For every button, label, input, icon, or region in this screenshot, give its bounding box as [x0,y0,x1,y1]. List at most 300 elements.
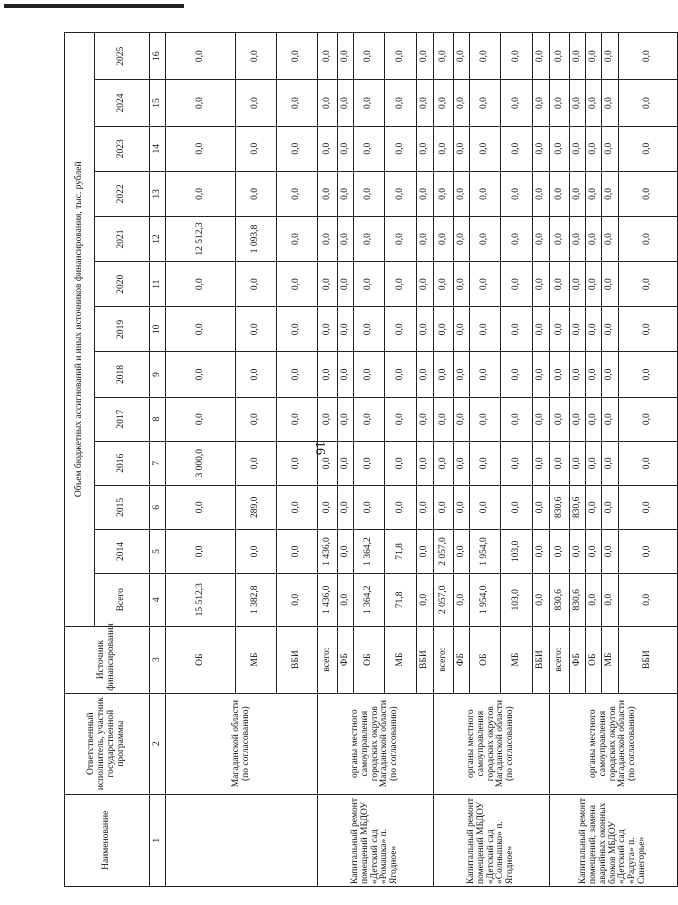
amount-cell: 0,0 [570,216,586,261]
header-source: Источник финансирования [65,626,150,693]
column-number: 16 [150,33,166,80]
amount-cell: 0,0 [338,397,354,441]
amount-cell: 0,0 [417,126,434,171]
financing-table [64,32,678,887]
amount-cell: 0,0 [602,485,619,529]
amount-cell: 1 364,2 [354,574,385,627]
amount-cell: 0,0 [454,529,470,573]
amount-cell: 0,0 [354,485,385,529]
financing-source: всего: [550,626,570,693]
amount-cell: 0,0 [570,352,586,397]
amount-cell: 0,0 [354,352,385,397]
amount-cell: 0,0 [417,485,434,529]
amount-cell: 0,0 [385,441,417,485]
amount-cell: 0,0 [602,171,619,216]
financing-source: ОБ [470,626,501,693]
amount-cell: 0,0 [417,352,434,397]
amount-cell: 0,0 [385,33,417,80]
amount-cell: 0,0 [434,33,454,80]
table-row [434,33,454,887]
amount-cell: 0,0 [385,307,417,352]
amount-cell: 0,0 [550,126,570,171]
amount-cell: 0,0 [570,397,586,441]
amount-cell: 0,0 [277,262,318,307]
financing-source: МБ [602,626,619,693]
amount-cell: 0,0 [570,262,586,307]
amount-cell: 0,0 [277,80,318,126]
amount-cell: 1 954,0 [470,529,501,573]
amount-cell: 103,0 [501,529,533,573]
amount-cell: 0,0 [586,33,602,80]
amount-cell: 0,0 [586,574,602,627]
amount-cell: 0,0 [454,397,470,441]
financing-source: ОБ [354,626,385,693]
amount-cell: 0,0 [533,80,550,126]
amount-cell: 15 512,3 [166,574,236,627]
amount-cell: 0,0 [454,352,470,397]
amount-cell: 0,0 [533,441,550,485]
amount-cell: 0,0 [417,171,434,216]
column-number: 4 [150,574,166,627]
amount-cell: 0,0 [454,126,470,171]
amount-cell: 830,6 [550,574,570,627]
amount-cell: 0,0 [454,307,470,352]
amount-cell: 0,0 [586,126,602,171]
header-year: 2022 [95,171,150,216]
amount-cell: 0,0 [277,307,318,352]
table-row [318,33,338,887]
amount-cell: 0,0 [318,352,338,397]
amount-cell: 0,0 [533,33,550,80]
amount-cell: 0,0 [385,171,417,216]
amount-cell: 0,0 [501,441,533,485]
column-number: 1 [150,794,166,886]
column-number: 6 [150,485,166,529]
amount-cell: 0,0 [501,126,533,171]
header-name: Наименование [65,794,150,886]
amount-cell: 0,0 [354,262,385,307]
amount-cell: 0,0 [385,485,417,529]
amount-cell: 0,0 [166,126,236,171]
amount-cell: 0,0 [454,485,470,529]
amount-cell: 0,0 [318,33,338,80]
amount-cell: 0,0 [166,485,236,529]
amount-cell: 0,0 [586,262,602,307]
financing-source: ВБИ [533,626,550,693]
amount-cell: 0,0 [619,441,678,485]
amount-cell: 0,0 [586,171,602,216]
amount-cell: 0,0 [417,574,434,627]
header-year: 2020 [95,262,150,307]
top-rule [4,4,184,8]
header-year: 2014 [95,529,150,573]
column-number: 15 [150,80,166,126]
amount-cell: 0,0 [385,216,417,261]
amount-cell: 0,0 [338,80,354,126]
amount-cell: 0,0 [454,33,470,80]
amount-cell: 0,0 [385,397,417,441]
amount-cell: 0,0 [277,397,318,441]
amount-cell: 0,0 [550,171,570,216]
amount-cell: 0,0 [236,80,277,126]
amount-cell: 0,0 [277,441,318,485]
column-number: 5 [150,529,166,573]
amount-cell: 0,0 [602,80,619,126]
financing-source: всего: [434,626,454,693]
amount-cell: 0,0 [501,485,533,529]
amount-cell: 0,0 [586,307,602,352]
header-year: 2023 [95,126,150,171]
amount-cell: 0,0 [454,441,470,485]
amount-cell: 0,0 [550,216,570,261]
amount-cell: 0,0 [318,262,338,307]
column-number: 10 [150,307,166,352]
amount-cell: 1 436,0 [318,574,338,627]
amount-cell: 0,0 [318,307,338,352]
amount-cell: 0,0 [338,485,354,529]
amount-cell: 0,0 [470,33,501,80]
amount-cell: 0,0 [354,33,385,80]
table-row [166,33,236,887]
amount-cell: 0,0 [619,33,678,80]
amount-cell: 0,0 [570,33,586,80]
amount-cell: 2 057,0 [434,529,454,573]
amount-cell: 0,0 [619,397,678,441]
amount-cell: 0,0 [550,397,570,441]
amount-cell: 0,0 [166,307,236,352]
amount-cell: 0,0 [318,441,338,485]
amount-cell: 0,0 [470,80,501,126]
rotated-table-container [64,32,653,887]
amount-cell: 0,0 [417,262,434,307]
amount-cell: 0,0 [354,307,385,352]
financing-source: всего: [318,626,338,693]
amount-cell: 0,0 [501,216,533,261]
header-volume: Объем бюджетных ассигнований и иных источников финансирования, тыс. рублей [65,33,95,627]
header-year: 2024 [95,80,150,126]
amount-cell: 0,0 [533,574,550,627]
amount-cell: 0,0 [338,262,354,307]
financing-source: ФБ [570,626,586,693]
amount-cell: 0,0 [236,307,277,352]
amount-cell: 0,0 [586,397,602,441]
amount-cell: 0,0 [602,307,619,352]
page-number: 16 [312,441,327,455]
header-year: 2015 [95,485,150,529]
amount-cell: 0,0 [619,307,678,352]
amount-cell: 0,0 [619,262,678,307]
amount-cell: 0,0 [470,485,501,529]
amount-cell: 0,0 [501,262,533,307]
amount-cell: 0,0 [550,33,570,80]
column-number: 3 [150,626,166,693]
amount-cell: 0,0 [501,307,533,352]
amount-cell: 0,0 [354,80,385,126]
amount-cell: 0,0 [586,529,602,573]
amount-cell: 1 436,0 [318,529,338,573]
amount-cell: 0,0 [586,216,602,261]
amount-cell: 0,0 [338,171,354,216]
item-name [166,794,318,886]
header-year: 2016 [95,441,150,485]
amount-cell: 0,0 [533,485,550,529]
amount-cell: 0,0 [236,397,277,441]
amount-cell: 0,0 [166,397,236,441]
amount-cell: 0,0 [454,171,470,216]
amount-cell: 0,0 [318,80,338,126]
amount-cell: 0,0 [550,529,570,573]
amount-cell: 0,0 [454,216,470,261]
amount-cell: 1 954,0 [470,574,501,627]
amount-cell: 0,0 [501,397,533,441]
amount-cell: 0,0 [277,574,318,627]
amount-cell: 0,0 [470,307,501,352]
amount-cell: 0,0 [602,126,619,171]
amount-cell: 0,0 [236,529,277,573]
amount-cell: 0,0 [236,441,277,485]
amount-cell: 0,0 [434,126,454,171]
amount-cell: 0,0 [470,262,501,307]
amount-cell: 0,0 [417,80,434,126]
amount-cell: 0,0 [417,441,434,485]
amount-cell: 71,8 [385,529,417,573]
header-year: 2018 [95,352,150,397]
amount-cell: 0,0 [602,529,619,573]
amount-cell: 0,0 [586,441,602,485]
amount-cell: 0,0 [434,171,454,216]
column-number: 12 [150,216,166,261]
amount-cell: 0,0 [338,352,354,397]
amount-cell: 0,0 [470,441,501,485]
amount-cell: 0,0 [570,171,586,216]
item-name: Капитальный ремонт помещений, замена аварийных оконных блоков МБДОУ «Детский сад «Радуга» п. Синегорье» [550,794,678,886]
amount-cell: 0,0 [338,33,354,80]
table-body [65,33,678,887]
amount-cell: 3 000,0 [166,441,236,485]
header-executor: Ответственный исполнитель, участник государственной программы [65,693,150,794]
amount-cell: 0,0 [434,485,454,529]
amount-cell: 0,0 [550,262,570,307]
amount-cell: 0,0 [277,529,318,573]
amount-cell: 0,0 [619,216,678,261]
amount-cell: 0,0 [236,352,277,397]
amount-cell: 0,0 [501,33,533,80]
amount-cell: 0,0 [166,33,236,80]
amount-cell: 0,0 [166,171,236,216]
amount-cell: 0,0 [602,216,619,261]
amount-cell: 0,0 [533,307,550,352]
amount-cell: 0,0 [619,574,678,627]
amount-cell: 0,0 [338,126,354,171]
item-executor: органы местного самоуправления городских округов Магаданской области (по согласованию) [434,693,550,794]
amount-cell: 0,0 [602,352,619,397]
amount-cell: 0,0 [602,262,619,307]
amount-cell: 0,0 [166,529,236,573]
amount-cell: 0,0 [619,352,678,397]
amount-cell: 0,0 [550,307,570,352]
amount-cell: 0,0 [385,126,417,171]
amount-cell: 1 382,8 [236,574,277,627]
amount-cell: 0,0 [236,33,277,80]
amount-cell: 0,0 [619,529,678,573]
amount-cell: 0,0 [533,171,550,216]
amount-cell: 0,0 [470,171,501,216]
item-executor: Магаданской области (по согласованию) [166,693,318,794]
amount-cell: 0,0 [277,33,318,80]
amount-cell: 0,0 [470,352,501,397]
financing-source: ВБИ [619,626,678,693]
amount-cell: 0,0 [236,262,277,307]
column-number: 13 [150,171,166,216]
amount-cell: 0,0 [338,529,354,573]
financing-source: ВБИ [417,626,434,693]
amount-cell: 0,0 [434,216,454,261]
amount-cell: 1 093,8 [236,216,277,261]
amount-cell: 0,0 [417,529,434,573]
amount-cell: 0,0 [354,216,385,261]
amount-cell: 2 057,0 [434,574,454,627]
amount-cell: 830,6 [550,485,570,529]
amount-cell: 0,0 [434,352,454,397]
amount-cell: 0,0 [570,529,586,573]
amount-cell: 0,0 [385,352,417,397]
amount-cell: 0,0 [338,574,354,627]
amount-cell: 0,0 [602,441,619,485]
amount-cell: 0,0 [277,485,318,529]
amount-cell: 0,0 [166,262,236,307]
amount-cell: 0,0 [338,307,354,352]
amount-cell: 0,0 [318,485,338,529]
amount-cell: 0,0 [277,171,318,216]
amount-cell: 1 364,2 [354,529,385,573]
amount-cell: 0,0 [619,80,678,126]
amount-cell: 0,0 [550,352,570,397]
header-year: 2019 [95,307,150,352]
amount-cell: 12 512,3 [166,216,236,261]
amount-cell: 0,0 [454,262,470,307]
amount-cell: 0,0 [586,80,602,126]
amount-cell: 0,0 [570,80,586,126]
table-row [550,33,570,887]
amount-cell: 0,0 [338,216,354,261]
amount-cell: 0,0 [354,126,385,171]
financing-source: ВБИ [277,626,318,693]
amount-cell: 0,0 [470,216,501,261]
amount-cell: 0,0 [354,171,385,216]
item-executor: органы местного самоуправления городских округов Магаданской области (по согласованию) [318,693,434,794]
amount-cell: 0,0 [318,397,338,441]
column-number: 11 [150,262,166,307]
amount-cell: 0,0 [470,126,501,171]
amount-cell: 0,0 [533,352,550,397]
amount-cell: 0,0 [470,397,501,441]
amount-cell: 0,0 [533,126,550,171]
amount-cell: 0,0 [586,485,602,529]
amount-cell: 0,0 [277,352,318,397]
amount-cell: 0,0 [417,397,434,441]
amount-cell: 0,0 [550,80,570,126]
amount-cell: 0,0 [533,216,550,261]
amount-cell: 0,0 [501,352,533,397]
financing-source: ОБ [586,626,602,693]
amount-cell: 0,0 [550,441,570,485]
amount-cell: 0,0 [166,80,236,126]
amount-cell: 0,0 [501,80,533,126]
amount-cell: 0,0 [454,80,470,126]
financing-source: МБ [385,626,417,693]
amount-cell: 0,0 [434,397,454,441]
amount-cell: 830,6 [570,574,586,627]
amount-cell: 0,0 [434,262,454,307]
amount-cell: 0,0 [454,574,470,627]
amount-cell: 0,0 [619,126,678,171]
amount-cell: 0,0 [619,485,678,529]
amount-cell: 0,0 [277,216,318,261]
amount-cell: 0,0 [586,352,602,397]
item-executor: органы местного самоуправления городских округов Магаданской области (по согласованию) [550,693,678,794]
amount-cell: 71,8 [385,574,417,627]
amount-cell: 0,0 [533,529,550,573]
amount-cell: 0,0 [570,307,586,352]
column-number: 8 [150,397,166,441]
amount-cell: 0,0 [385,262,417,307]
header-year: 2017 [95,397,150,441]
item-name: Капитальный ремонт помещений МБДОУ «Детский сад «Ромашка» п. Ягодное» [318,794,434,886]
amount-cell: 0,0 [417,307,434,352]
amount-cell: 0,0 [417,33,434,80]
amount-cell: 0,0 [570,441,586,485]
financing-source: ФБ [338,626,354,693]
financing-source: МБ [236,626,277,693]
financing-source: ОБ [166,626,236,693]
amount-cell: 0,0 [354,397,385,441]
header-year: 2025 [95,33,150,80]
header-year: 2021 [95,216,150,261]
financing-source: ФБ [454,626,470,693]
amount-cell: 0,0 [318,216,338,261]
header-total: Всего [95,574,150,627]
amount-cell: 289,0 [236,485,277,529]
amount-cell: 0,0 [166,352,236,397]
column-number: 2 [150,693,166,794]
amount-cell: 0,0 [318,171,338,216]
amount-cell: 0,0 [338,441,354,485]
item-name: Капитальный ремонт помещений МБДОУ «Детский сад «Солнышко» п. Ягодное» [434,794,550,886]
amount-cell: 0,0 [354,441,385,485]
column-number: 9 [150,352,166,397]
amount-cell: 0,0 [570,126,586,171]
financing-source: МБ [501,626,533,693]
amount-cell: 0,0 [602,33,619,80]
amount-cell: 0,0 [501,171,533,216]
amount-cell: 0,0 [236,171,277,216]
amount-cell: 830,6 [570,485,586,529]
amount-cell: 0,0 [434,307,454,352]
amount-cell: 0,0 [318,126,338,171]
amount-cell: 0,0 [385,80,417,126]
amount-cell: 0,0 [533,262,550,307]
amount-cell: 0,0 [434,441,454,485]
amount-cell: 0,0 [277,126,318,171]
amount-cell: 0,0 [619,171,678,216]
column-number: 7 [150,441,166,485]
amount-cell: 0,0 [417,216,434,261]
amount-cell: 103,0 [501,574,533,627]
amount-cell: 0,0 [533,397,550,441]
amount-cell: 0,0 [602,397,619,441]
amount-cell: 0,0 [602,574,619,627]
column-number: 14 [150,126,166,171]
